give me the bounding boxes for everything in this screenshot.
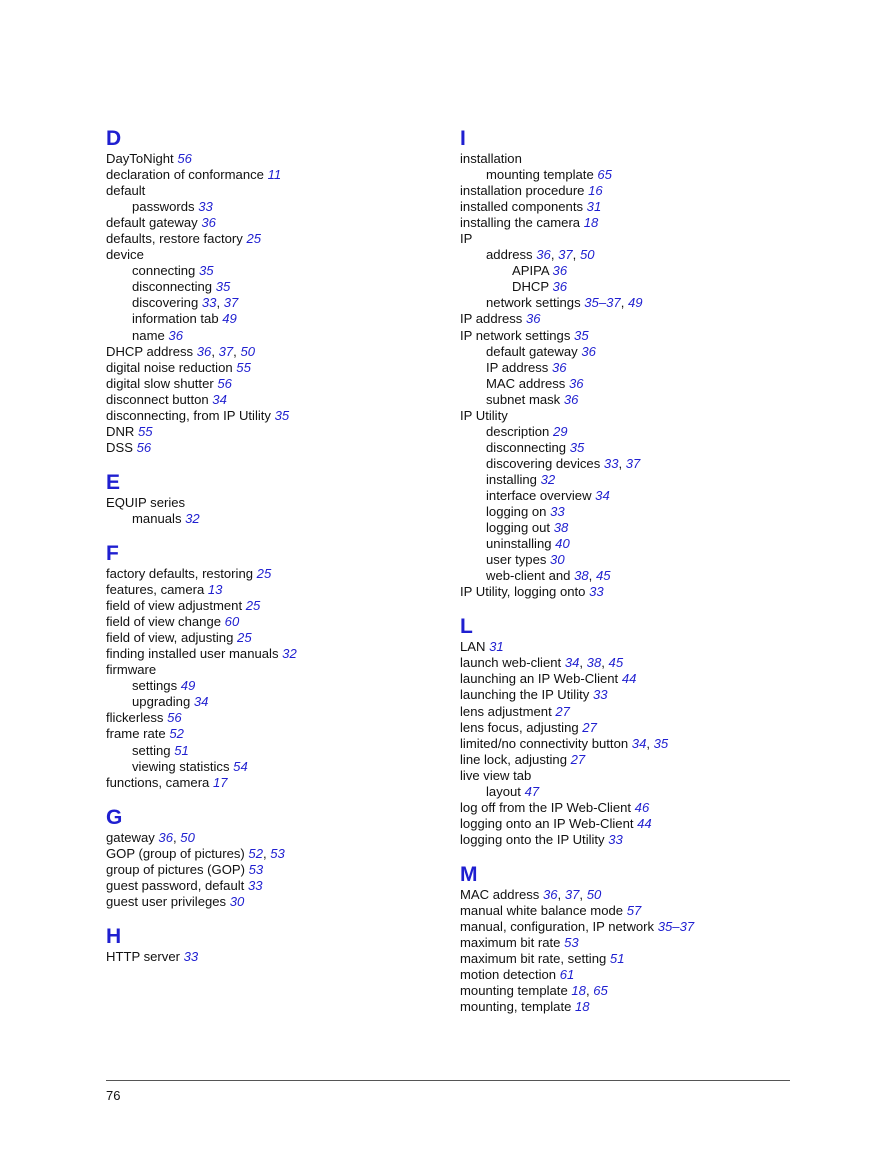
index-entry: [106, 694, 436, 710]
page-reference-link[interactable]: 47: [524, 783, 540, 799]
index-term: MAC address: [486, 375, 566, 391]
index-entry: [106, 566, 436, 582]
index-entry: [460, 311, 810, 327]
index-term: gateway: [106, 829, 155, 845]
page-reference-link[interactable]: 36: [542, 886, 558, 902]
page-reference-link[interactable]: 34: [212, 391, 227, 407]
index-entry: [460, 752, 810, 768]
index-term: digital noise reduction: [106, 359, 233, 375]
footer-rule: [106, 1080, 790, 1081]
page-reference-link[interactable]: 34: [564, 655, 580, 671]
page-reference-link[interactable]: 33: [608, 831, 623, 847]
section-letter: D: [106, 127, 122, 150]
index-entry: [460, 951, 810, 967]
section-letter: M: [460, 862, 478, 886]
page-reference-link[interactable]: 31: [489, 639, 504, 655]
page-reference-link[interactable]: 36: [536, 247, 551, 263]
page-reference-link[interactable]: 27: [570, 751, 586, 767]
index-term: network settings: [486, 295, 581, 311]
page-reference-link[interactable]: 65: [593, 983, 608, 999]
index-entry: [460, 199, 810, 215]
page-reference-link[interactable]: 35: [215, 279, 231, 295]
page-reference-link[interactable]: 37: [558, 247, 573, 263]
index-entry: [460, 671, 810, 687]
page-reference-link[interactable]: 30: [550, 552, 565, 568]
index-term: firmware: [106, 662, 157, 678]
page-reference-link[interactable]: 51: [174, 742, 189, 758]
page-reference-link[interactable]: 33: [247, 877, 263, 893]
index-entry: [460, 967, 810, 983]
index-term: MAC address: [460, 886, 540, 902]
index-entry: [106, 743, 436, 759]
index-term: maximum bit rate, setting: [460, 951, 607, 967]
index-entry: [106, 311, 436, 327]
index-entry: MAC address 36, 37, 50: [460, 886, 602, 902]
index-term: manual white balance mode: [460, 902, 624, 918]
page-reference-link[interactable]: 38: [553, 520, 569, 536]
index-entry: [460, 639, 810, 655]
index-term: discovering: [132, 295, 199, 311]
page-reference-link[interactable]: 36: [581, 343, 596, 359]
section-letter: I: [460, 127, 466, 150]
page-reference-link[interactable]: 45: [595, 568, 611, 584]
page-reference-link[interactable]: 33: [550, 504, 565, 520]
index-term: EQUIP series: [106, 494, 186, 510]
index-entry: [106, 759, 436, 775]
page-reference-link[interactable]: 60: [224, 614, 240, 630]
page-reference-link[interactable]: 36: [568, 375, 584, 391]
index-term: group of pictures (GOP): [106, 861, 245, 877]
page-reference-link[interactable]: 25: [237, 630, 252, 646]
index-term: IP Utility, logging onto: [460, 584, 586, 600]
index-term: device: [106, 247, 144, 263]
index-section: [460, 864, 810, 1015]
page-reference-link[interactable]: 16: [588, 183, 603, 199]
index-entry: [460, 768, 810, 784]
index-entry: GOP (group of pictures) 52, 53: [106, 845, 285, 861]
page-reference-link[interactable]: 50: [579, 247, 595, 263]
index-entry: [106, 199, 436, 215]
index-term: installing: [486, 471, 537, 487]
index-term: passwords: [132, 199, 195, 215]
page-reference-link[interactable]: 18: [575, 999, 590, 1015]
index-entry: [460, 816, 810, 832]
index-entry: [460, 231, 810, 247]
index-entry: [106, 440, 436, 456]
page-reference-link[interactable]: 35: [574, 327, 589, 343]
index-term: uninstalling: [486, 536, 552, 552]
index-entry: [460, 552, 810, 568]
index-term: launch web-client: [460, 655, 562, 671]
index-entry: [106, 247, 436, 263]
index-entry: [106, 878, 436, 894]
index-term: DHCP: [512, 279, 549, 295]
page-reference-link[interactable]: 18: [571, 983, 586, 999]
index-entry: [106, 215, 436, 231]
index-entry: gateway 36, 50: [106, 829, 195, 845]
page-reference-link[interactable]: 50: [240, 343, 256, 359]
index-entry: [106, 392, 436, 408]
page-reference-link[interactable]: 25: [256, 565, 272, 581]
page-reference-link[interactable]: 33: [589, 584, 604, 600]
index-term: default gateway: [486, 343, 578, 359]
page-reference-link[interactable]: 36: [196, 343, 212, 359]
index-entry: [460, 440, 810, 456]
page-reference-link[interactable]: 25: [246, 231, 262, 247]
index-entry: [460, 704, 810, 720]
page-reference-link[interactable]: 50: [586, 886, 602, 902]
page-reference-link[interactable]: 36: [168, 327, 183, 343]
index-section: [106, 807, 436, 910]
index-entry: [106, 894, 436, 910]
index-entry: web-client and 38, 45: [486, 568, 611, 584]
index-term: address: [486, 247, 533, 263]
page-reference-link[interactable]: 46: [634, 799, 650, 815]
index-term: settings: [132, 678, 178, 694]
index-term: default: [106, 183, 146, 199]
index-term: lens focus, adjusting: [460, 719, 579, 735]
index-entry: [460, 903, 810, 919]
page-reference-link[interactable]: 33: [592, 687, 608, 703]
index-entry: [106, 630, 436, 646]
index-entry: [460, 472, 810, 488]
index-entry: [460, 328, 810, 344]
page-reference-link[interactable]: 13: [207, 582, 223, 598]
page-reference-link[interactable]: 50: [180, 829, 195, 845]
page-reference-link[interactable]: 37: [218, 343, 234, 359]
page-reference-link[interactable]: 33: [603, 455, 619, 471]
index-column-left: [106, 128, 436, 981]
index-section: [106, 128, 436, 456]
index-entry: [106, 231, 436, 247]
index-term: line lock, adjusting: [460, 751, 567, 767]
index-entry: [106, 678, 436, 694]
index-entry: [106, 614, 436, 630]
index-entry: [460, 167, 810, 183]
index-section: [460, 128, 810, 600]
index-term: manuals: [132, 510, 182, 526]
index-entry: [460, 584, 810, 600]
page-reference-link[interactable]: 45: [608, 655, 624, 671]
page-reference-link[interactable]: 35: [274, 407, 290, 423]
index-term: guest user privileges: [106, 893, 227, 909]
index-entry: [460, 360, 810, 376]
index-entry: [106, 183, 436, 199]
page-reference-link[interactable]: 35–37: [584, 295, 621, 311]
index-term: installation procedure: [460, 183, 585, 199]
page-reference-link[interactable]: 32: [540, 471, 556, 487]
page-reference-link[interactable]: 17: [212, 774, 228, 790]
index-term: web-client and: [486, 568, 571, 584]
index-term: DayToNight: [106, 151, 174, 166]
index-term: viewing statistics: [132, 758, 230, 774]
index-term: IP address: [486, 359, 549, 375]
page-reference-link[interactable]: 33: [201, 295, 217, 311]
page-reference-link[interactable]: 34: [193, 694, 209, 710]
page-reference-link[interactable]: 36: [552, 263, 568, 279]
page-reference-link[interactable]: 27: [555, 703, 570, 719]
page-reference-link[interactable]: 33: [183, 948, 199, 964]
page-reference-link[interactable]: 52: [169, 726, 184, 742]
page-reference-link[interactable]: 44: [637, 815, 652, 831]
index-term: finding installed user manuals: [106, 646, 279, 662]
index-entry: mounting template 18, 65: [460, 983, 608, 999]
page-reference-link[interactable]: 35–37: [657, 919, 695, 935]
section-letter: L: [460, 615, 473, 639]
index-term: frame rate: [106, 726, 166, 742]
page-reference-link[interactable]: 36: [158, 829, 173, 845]
index-entry: [460, 520, 810, 536]
page-reference-link[interactable]: 36: [552, 359, 567, 375]
index-section: [106, 472, 436, 527]
index-term: DSS: [106, 439, 133, 455]
index-term: name: [132, 327, 165, 343]
page-reference-link[interactable]: 18: [583, 215, 599, 231]
page-reference-link[interactable]: 38: [574, 568, 589, 584]
index-term: IP address: [460, 311, 523, 327]
page-reference-link[interactable]: 52: [248, 845, 263, 861]
index-term: disconnect button: [106, 391, 209, 407]
index-entry: [460, 687, 810, 703]
index-entry: [106, 279, 436, 295]
page-reference-link[interactable]: 36: [201, 215, 216, 231]
index-term: digital slow shutter: [106, 375, 214, 391]
index-term: log off from the IP Web-Client: [460, 799, 632, 815]
page-reference-link[interactable]: 31: [586, 199, 602, 215]
index-term: setting: [132, 742, 171, 758]
index-entry: [106, 726, 436, 742]
index-term: disconnecting: [132, 279, 213, 295]
page-reference-link[interactable]: 54: [233, 758, 248, 774]
index-entry: [460, 999, 810, 1015]
index-term: logging onto the IP Utility: [460, 831, 605, 847]
index-term: mounting template: [460, 983, 568, 999]
index-term: installation: [460, 151, 522, 166]
index-entry: [106, 376, 436, 392]
index-entry: [106, 424, 436, 440]
index-entry: [460, 919, 810, 935]
page-reference-link[interactable]: 44: [621, 671, 637, 687]
page-reference-link[interactable]: 37: [223, 295, 239, 311]
index-term: disconnecting, from IP Utility: [106, 407, 271, 423]
page-reference-link[interactable]: 37: [564, 886, 580, 902]
index-term: IP: [460, 231, 473, 247]
index-term: logging out: [486, 520, 551, 536]
section-letter: F: [106, 541, 119, 565]
page-reference-link[interactable]: 37: [625, 455, 641, 471]
index-term: installing the camera: [460, 215, 581, 231]
index-entry: [460, 392, 810, 408]
index-term: layout: [486, 783, 521, 799]
index-entry: [460, 215, 810, 231]
index-entry: [106, 511, 436, 527]
index-section: [106, 926, 436, 965]
index-entry: [460, 344, 810, 360]
index-entry: discovering 33, 37: [132, 295, 239, 311]
index-term: launching an IP Web-Client: [460, 671, 619, 687]
index-entry: network settings 35–37, 49: [486, 295, 643, 311]
index-entry: [106, 328, 436, 344]
index-term: disconnecting: [486, 439, 567, 455]
section-letter: H: [106, 924, 122, 948]
page-reference-link[interactable]: 34: [595, 487, 610, 503]
index-entry: [106, 582, 436, 598]
page-reference-link[interactable]: 35: [198, 263, 214, 279]
page-reference-link[interactable]: 51: [609, 951, 625, 967]
index-entry: [106, 408, 436, 424]
page-reference-link[interactable]: 34: [631, 735, 647, 751]
index-term: APIPA: [512, 263, 549, 279]
index-entry: [106, 775, 436, 791]
index-term: field of view change: [106, 614, 222, 630]
page-reference-link[interactable]: 32: [282, 646, 297, 662]
index-entry: [106, 167, 436, 183]
page-reference-link[interactable]: 35: [569, 439, 585, 455]
page-reference-link[interactable]: 53: [270, 845, 285, 861]
index-term: logging on: [486, 504, 547, 520]
page-reference-link[interactable]: 56: [217, 375, 232, 391]
index-section: [460, 616, 810, 848]
index-entry: [460, 720, 810, 736]
index-section: [106, 543, 436, 791]
index-term: functions, camera: [106, 774, 210, 790]
page-reference-link[interactable]: 32: [185, 510, 200, 526]
index-term: guest password, default: [106, 877, 245, 893]
index-term: mounting template: [486, 167, 594, 183]
page-reference-link[interactable]: 61: [559, 967, 575, 983]
index-term: IP Utility: [460, 407, 508, 423]
index-term: installed components: [460, 199, 584, 215]
index-term: description: [486, 423, 550, 439]
index-entry: [460, 408, 810, 424]
page-reference-link[interactable]: 36: [552, 279, 568, 295]
page-reference-link[interactable]: 56: [136, 439, 152, 455]
index-entry: [460, 832, 810, 848]
index-entry: [106, 360, 436, 376]
index-entry: limited/no connectivity button 34, 35: [460, 735, 669, 751]
index-entry: [460, 183, 810, 199]
index-entry: [106, 598, 436, 614]
page-reference-link[interactable]: 36: [563, 391, 579, 407]
index-term: default gateway: [106, 215, 198, 231]
index-entry: discovering devices 33, 37: [486, 455, 641, 471]
index-entry: [106, 662, 436, 678]
page-reference-link[interactable]: 49: [180, 678, 196, 694]
index-term: features, camera: [106, 582, 205, 598]
page-reference-link[interactable]: 11: [267, 167, 282, 183]
index-entry: [106, 263, 436, 279]
index-term: mounting, template: [460, 999, 572, 1015]
index-term: live view tab: [460, 767, 532, 783]
index-term: declaration of conformance: [106, 167, 264, 183]
index-term: factory defaults, restoring: [106, 565, 254, 581]
index-term: IP network settings: [460, 327, 571, 343]
page-reference-link[interactable]: 55: [138, 423, 153, 439]
page-reference-link[interactable]: 56: [167, 710, 182, 726]
index-term: upgrading: [132, 694, 191, 710]
index-term: discovering devices: [486, 455, 601, 471]
page-reference-link[interactable]: 30: [229, 893, 245, 909]
index-term: subnet mask: [486, 391, 561, 407]
index-term: manual, configuration, IP network: [460, 919, 655, 935]
page-reference-link[interactable]: 36: [526, 311, 541, 327]
index-entry: [460, 488, 810, 504]
index-entry: [106, 495, 436, 511]
index-term: motion detection: [460, 967, 557, 983]
page-reference-link[interactable]: 38: [586, 655, 602, 671]
index-entry: [460, 504, 810, 520]
page-reference-link[interactable]: 33: [198, 199, 213, 215]
index-term: lens adjustment: [460, 703, 552, 719]
page-reference-link[interactable]: 49: [222, 311, 237, 327]
page-reference-link[interactable]: 55: [236, 359, 251, 375]
index-entry: [106, 710, 436, 726]
page-number: 76: [106, 1088, 121, 1103]
index-entry: [460, 376, 810, 392]
index-entry: launch web-client 34, 38, 45: [460, 655, 624, 671]
index-term: user types: [486, 552, 547, 568]
page-reference-link[interactable]: 40: [555, 536, 570, 552]
index-entry: [106, 949, 436, 965]
page-reference-link[interactable]: 35: [653, 735, 669, 751]
index-term: field of view adjustment: [106, 598, 243, 614]
page-reference-link[interactable]: 56: [177, 151, 192, 166]
section-letter: G: [106, 805, 123, 829]
index-term: DHCP address: [106, 343, 194, 359]
index-term: HTTP server: [106, 948, 180, 964]
page-reference-link[interactable]: 29: [552, 423, 568, 439]
index-entry: [460, 424, 810, 440]
index-entry: [460, 784, 810, 800]
index-term: launching the IP Utility: [460, 687, 590, 703]
index-entry: [460, 279, 810, 295]
page-reference-link[interactable]: 25: [245, 598, 261, 614]
index-entry: [106, 646, 436, 662]
page-reference-link[interactable]: 65: [597, 167, 612, 183]
index-term: limited/no connectivity button: [460, 735, 629, 751]
index-term: maximum bit rate: [460, 935, 561, 951]
section-letter: E: [106, 470, 121, 494]
index-entry: [460, 151, 810, 167]
index-entry: [460, 935, 810, 951]
index-entry: [460, 800, 810, 816]
page-reference-link[interactable]: 53: [248, 861, 264, 877]
page-reference-link[interactable]: 27: [582, 719, 597, 735]
index-term: DNR: [106, 423, 135, 439]
index-entry: DHCP address 36, 37, 50: [106, 343, 256, 359]
index-term: defaults, restore factory: [106, 231, 243, 247]
index-entry: [460, 536, 810, 552]
index-column-right: [460, 128, 810, 1031]
index-term: information tab: [132, 311, 219, 327]
page-reference-link[interactable]: 57: [626, 902, 642, 918]
index-term: logging onto an IP Web-Client: [460, 815, 634, 831]
index-entry: address 36, 37, 50: [486, 247, 595, 263]
index-term: GOP (group of pictures): [106, 845, 245, 861]
index-entry: [106, 862, 436, 878]
index-term: flickerless: [106, 710, 164, 726]
index-term: LAN: [460, 639, 486, 655]
index-entry: [106, 151, 436, 167]
index-term: interface overview: [486, 487, 592, 503]
index-term: field of view, adjusting: [106, 630, 234, 646]
index-term: connecting: [132, 263, 196, 279]
page-reference-link[interactable]: 49: [627, 295, 643, 311]
page-reference-link[interactable]: 53: [564, 935, 579, 951]
index-entry: [460, 263, 810, 279]
